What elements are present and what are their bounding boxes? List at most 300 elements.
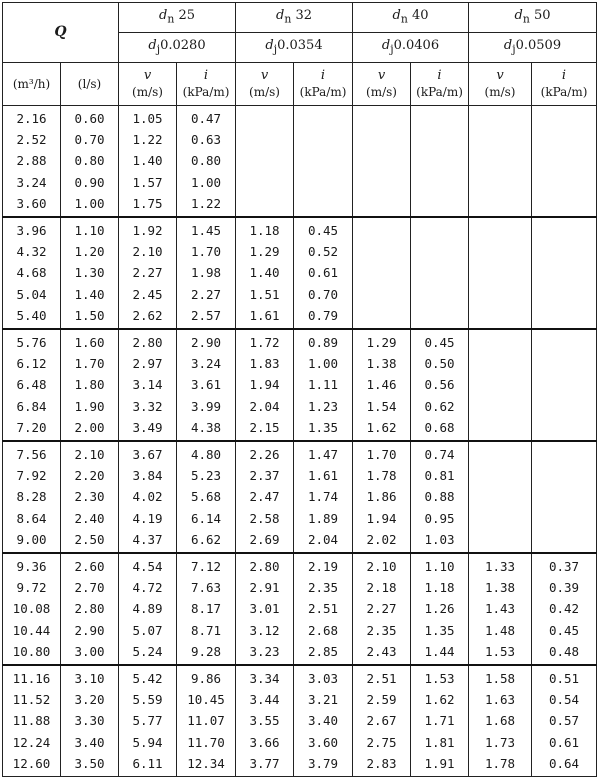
gradient-cell bbox=[411, 665, 469, 777]
table-cell-value: 1.40 bbox=[249, 265, 280, 281]
table-cell-value: 2.10 bbox=[74, 447, 105, 463]
table-cell-value: 2.88 bbox=[16, 153, 47, 169]
dj-header-cell bbox=[353, 33, 469, 63]
table-cell-value: 2.26 bbox=[249, 447, 280, 463]
dn-value: 32 bbox=[295, 7, 313, 23]
table-cell-value: 1.89 bbox=[307, 510, 339, 526]
i-unit-cell bbox=[177, 63, 236, 106]
table-cell-value: 2.70 bbox=[74, 580, 105, 596]
table-cell-value: 3.30 bbox=[74, 713, 105, 729]
q-m3h-unit-cell bbox=[3, 63, 61, 106]
table-cell-value: 12.24 bbox=[12, 734, 51, 750]
table-cell-value: 0.70 bbox=[307, 286, 339, 302]
gradient-cell bbox=[411, 106, 469, 218]
table-cell-value: 1.91 bbox=[424, 755, 455, 771]
velocity-cell bbox=[236, 441, 294, 553]
table-cell-value: 1.47 bbox=[307, 447, 339, 463]
table-cell-value: 1.71 bbox=[424, 713, 455, 729]
q-m3h-cell bbox=[3, 106, 61, 218]
table-cell-value: 2.52 bbox=[16, 132, 47, 148]
v-unit-cell bbox=[469, 63, 532, 106]
table-cell-value: 1.38 bbox=[484, 580, 516, 596]
q-ls-cell bbox=[61, 106, 119, 218]
table-cell-value: 0.80 bbox=[74, 153, 105, 169]
table-cell-value: 2.35 bbox=[307, 580, 339, 596]
table-cell-value: 3.00 bbox=[74, 643, 105, 659]
table-cell-value: 2.97 bbox=[132, 356, 163, 372]
table-cell-value: 5.07 bbox=[132, 622, 163, 638]
i-unit-cell bbox=[294, 63, 353, 106]
table-cell-value: 3.84 bbox=[132, 468, 163, 484]
table-cell-value: 0.51 bbox=[548, 671, 580, 687]
table-cell-value: 1.58 bbox=[484, 671, 516, 687]
table-cell-value: 11.07 bbox=[187, 713, 225, 729]
q-m3h-unit: (m³/h) bbox=[12, 76, 51, 91]
dj-value: 0.0280 bbox=[160, 37, 206, 53]
q-label: Q bbox=[54, 24, 67, 40]
dj-prefix: d bbox=[381, 37, 391, 53]
table-cell-value: 1.70 bbox=[366, 447, 397, 463]
dn-header-cell bbox=[469, 3, 597, 33]
table-cell-value: 0.64 bbox=[548, 755, 580, 771]
table-cell-value: 1.70 bbox=[74, 356, 105, 372]
v-unit-cell bbox=[119, 63, 177, 106]
velocity-cell bbox=[119, 665, 177, 777]
table-cell-value: 2.19 bbox=[307, 559, 339, 575]
table-cell-value: 2.10 bbox=[366, 559, 397, 575]
table-cell-value: 1.11 bbox=[307, 377, 339, 393]
table-cell-value: 2.67 bbox=[366, 713, 397, 729]
table-cell-value: 0.79 bbox=[307, 307, 339, 323]
q-ls-cell bbox=[61, 441, 119, 553]
table-cell-value: 5.04 bbox=[16, 286, 47, 302]
table-cell-value: 3.20 bbox=[74, 692, 105, 708]
velocity-cell bbox=[469, 106, 532, 218]
gradient-cell bbox=[294, 441, 353, 553]
table-cell-value: 4.68 bbox=[16, 265, 47, 281]
table-cell-value: 0.42 bbox=[548, 601, 580, 617]
i-symbol: i bbox=[203, 67, 209, 83]
gradient-cell bbox=[294, 106, 353, 218]
table-cell-value: 2.83 bbox=[366, 755, 397, 771]
velocity-cell bbox=[119, 441, 177, 553]
gradient-cell bbox=[294, 553, 353, 665]
dn-sub: n bbox=[400, 12, 408, 26]
dj-header-cell bbox=[469, 33, 597, 63]
table-cell-value: 0.45 bbox=[548, 622, 580, 638]
table-cell-value: 12.34 bbox=[187, 755, 225, 771]
header-row-dn bbox=[3, 3, 597, 33]
table-cell-value: 2.90 bbox=[190, 335, 222, 351]
table-cell-value: 2.85 bbox=[307, 643, 339, 659]
table-cell-value: 0.89 bbox=[307, 335, 339, 351]
dj-sub: j bbox=[512, 42, 516, 56]
table-cell-value: 1.35 bbox=[307, 419, 339, 435]
dj-prefix: d bbox=[503, 37, 513, 53]
table-cell-value: 12.60 bbox=[12, 755, 51, 771]
gradient-cell bbox=[177, 106, 236, 218]
i-symbol: i bbox=[437, 67, 442, 83]
table-cell-value: 2.91 bbox=[249, 580, 280, 596]
q-ls-cell bbox=[61, 217, 119, 329]
v-symbol: v bbox=[377, 67, 386, 83]
table-cell-value: 0.48 bbox=[548, 643, 580, 659]
table-cell-value: 0.88 bbox=[424, 489, 455, 505]
table-cell-value: 0.54 bbox=[548, 692, 580, 708]
table-cell-value: 0.74 bbox=[424, 447, 455, 463]
table-cell-value: 8.17 bbox=[190, 601, 222, 617]
table-cell-value: 2.43 bbox=[366, 643, 397, 659]
i-unit: (kPa/m) bbox=[416, 84, 463, 99]
table-cell-value: 4.32 bbox=[16, 244, 47, 260]
velocity-cell bbox=[119, 553, 177, 665]
table-cell-value: 3.49 bbox=[132, 419, 163, 435]
table-cell-value: 8.28 bbox=[16, 489, 47, 505]
i-unit: (kPa/m) bbox=[299, 84, 347, 99]
gradient-cell bbox=[177, 665, 236, 777]
table-cell-value: 3.21 bbox=[307, 692, 339, 708]
table-cell-value: 1.72 bbox=[249, 335, 280, 351]
table-cell-value: 1.00 bbox=[190, 174, 222, 190]
table-cell-value: 3.44 bbox=[249, 692, 280, 708]
table-cell-value: 0.47 bbox=[190, 111, 222, 126]
dj-prefix: d bbox=[265, 37, 274, 53]
table-cell-value: 5.94 bbox=[132, 734, 163, 750]
table-cell-value: 1.74 bbox=[307, 489, 339, 505]
gradient-cell bbox=[177, 329, 236, 441]
table-cell-value: 6.14 bbox=[190, 510, 222, 526]
table-cell-value: 7.92 bbox=[16, 468, 47, 484]
dn-header-cell bbox=[353, 3, 469, 33]
table-cell-value: 4.80 bbox=[190, 447, 222, 463]
table-cell-value: 6.11 bbox=[132, 755, 163, 771]
dn-value: 40 bbox=[411, 7, 429, 23]
table-body bbox=[3, 106, 597, 777]
table-cell-value: 1.92 bbox=[132, 223, 163, 239]
table-cell-value: 0.61 bbox=[548, 734, 580, 750]
table-cell-value: 9.86 bbox=[190, 671, 222, 687]
gradient-cell bbox=[411, 553, 469, 665]
dj-prefix: d bbox=[148, 37, 157, 53]
gradient-cell bbox=[411, 441, 469, 553]
table-cell-value: 5.77 bbox=[132, 713, 163, 729]
dj-sub: j bbox=[390, 42, 394, 56]
table-cell-value: 1.05 bbox=[132, 111, 163, 126]
dj-header-cell bbox=[119, 33, 236, 63]
q-header-cell bbox=[3, 3, 119, 63]
q-ls-cell bbox=[61, 665, 119, 777]
table-cell-value: 2.04 bbox=[307, 531, 339, 547]
table-cell-value: 0.70 bbox=[74, 132, 105, 148]
table-cell-value: 0.81 bbox=[424, 468, 455, 484]
table-cell-value: 1.50 bbox=[74, 307, 105, 323]
table-cell-value: 2.75 bbox=[366, 734, 397, 750]
dn-prefix: d bbox=[514, 7, 523, 23]
table-cell-value: 10.44 bbox=[12, 622, 51, 638]
table-cell-value: 0.95 bbox=[424, 510, 455, 526]
table-cell-value: 0.63 bbox=[190, 132, 222, 148]
table-cell-value: 1.51 bbox=[249, 286, 280, 302]
table-cell-value: 1.30 bbox=[74, 265, 105, 281]
v-unit: (m/s) bbox=[366, 84, 397, 99]
table-group-row bbox=[3, 329, 597, 441]
table-cell-value: 2.27 bbox=[132, 265, 163, 281]
table-cell-value: 5.42 bbox=[132, 671, 163, 687]
dj-value: 0.0406 bbox=[393, 37, 440, 53]
table-cell-value: 2.00 bbox=[74, 419, 105, 435]
q-ls-cell bbox=[61, 329, 119, 441]
gradient-cell bbox=[411, 329, 469, 441]
velocity-cell bbox=[469, 217, 532, 329]
table-cell-value: 6.12 bbox=[16, 356, 47, 372]
table-group-row bbox=[3, 553, 597, 665]
table-cell-value: 1.10 bbox=[424, 559, 455, 575]
table-cell-value: 1.20 bbox=[74, 244, 105, 260]
table-cell-value: 2.69 bbox=[249, 531, 280, 547]
velocity-cell bbox=[469, 441, 532, 553]
gradient-cell bbox=[177, 441, 236, 553]
velocity-cell bbox=[119, 329, 177, 441]
table-cell-value: 3.40 bbox=[307, 713, 339, 729]
table-cell-value: 0.50 bbox=[424, 356, 455, 372]
gradient-cell bbox=[177, 217, 236, 329]
table-cell-value: 1.22 bbox=[190, 195, 222, 211]
table-cell-value: 3.77 bbox=[249, 755, 280, 771]
table-cell-value: 5.23 bbox=[190, 468, 222, 484]
table-cell-value: 11.70 bbox=[187, 734, 225, 750]
v-unit: (m/s) bbox=[249, 84, 280, 99]
table-cell-value: 0.90 bbox=[74, 174, 105, 190]
table-cell-value: 1.68 bbox=[484, 713, 516, 729]
table-cell-value: 3.60 bbox=[307, 734, 339, 750]
gradient-cell bbox=[532, 217, 597, 329]
table-cell-value: 1.90 bbox=[74, 398, 105, 414]
table-cell-value: 2.80 bbox=[74, 601, 105, 617]
table-cell-value: 1.83 bbox=[249, 356, 280, 372]
table-cell-value: 1.61 bbox=[249, 307, 280, 323]
table-cell-value: 1.40 bbox=[74, 286, 105, 302]
table-cell-value: 1.86 bbox=[366, 489, 397, 505]
table-cell-value: 1.23 bbox=[307, 398, 339, 414]
table-cell-value: 0.45 bbox=[424, 335, 455, 351]
table-cell-value: 0.57 bbox=[548, 713, 580, 729]
q-m3h-cell bbox=[3, 665, 61, 777]
table-cell-value: 7.12 bbox=[190, 559, 222, 575]
table-cell-value: 1.53 bbox=[484, 643, 516, 659]
table-cell-value: 2.50 bbox=[74, 531, 105, 547]
table-cell-value: 1.10 bbox=[74, 223, 105, 239]
table-cell-value: 3.12 bbox=[249, 622, 280, 638]
table-cell-value: 1.03 bbox=[424, 531, 455, 547]
table-cell-value: 2.80 bbox=[132, 335, 163, 351]
i-symbol: i bbox=[561, 67, 567, 83]
gradient-cell bbox=[532, 553, 597, 665]
v-unit: (m/s) bbox=[132, 84, 163, 99]
table-cell-value: 11.16 bbox=[12, 671, 51, 687]
i-unit: (kPa/m) bbox=[182, 84, 230, 99]
i-unit: (kPa/m) bbox=[540, 84, 588, 99]
table-cell-value: 2.30 bbox=[74, 489, 105, 505]
table-cell-value: 1.26 bbox=[424, 601, 455, 617]
q-m3h-cell bbox=[3, 553, 61, 665]
table-cell-value: 2.47 bbox=[249, 489, 280, 505]
velocity-cell bbox=[236, 217, 294, 329]
table-cell-value: 4.38 bbox=[190, 419, 222, 435]
table-cell-value: 1.60 bbox=[74, 335, 105, 351]
table-cell-value: 2.45 bbox=[132, 286, 163, 302]
table-cell-value: 3.14 bbox=[132, 377, 163, 393]
table-cell-value: 3.67 bbox=[132, 447, 163, 463]
velocity-cell bbox=[236, 106, 294, 218]
dn-value: 25 bbox=[178, 7, 196, 23]
table-cell-value: 3.24 bbox=[16, 174, 47, 190]
table-cell-value: 3.01 bbox=[249, 601, 280, 617]
gradient-cell bbox=[294, 329, 353, 441]
velocity-cell bbox=[119, 106, 177, 218]
dn-prefix: d bbox=[159, 7, 168, 23]
dn-prefix: d bbox=[276, 7, 285, 23]
i-unit-cell bbox=[411, 63, 469, 106]
table-cell-value: 1.00 bbox=[74, 195, 105, 211]
gradient-cell bbox=[532, 106, 597, 218]
velocity-cell bbox=[236, 329, 294, 441]
table-cell-value: 1.98 bbox=[190, 265, 222, 281]
table-cell-value: 6.62 bbox=[190, 531, 222, 547]
table-cell-value: 2.02 bbox=[366, 531, 397, 547]
table-cell-value: 2.35 bbox=[366, 622, 397, 638]
table-cell-value: 7.56 bbox=[16, 447, 47, 463]
table-cell-value: 4.54 bbox=[132, 559, 163, 575]
table-cell-value: 2.90 bbox=[74, 622, 105, 638]
table-cell-value: 8.71 bbox=[190, 622, 222, 638]
dn-sub: n bbox=[522, 12, 530, 26]
table-cell-value: 0.62 bbox=[424, 398, 455, 414]
velocity-cell bbox=[469, 329, 532, 441]
table-cell-value: 5.76 bbox=[16, 335, 47, 351]
velocity-cell bbox=[353, 441, 411, 553]
table-cell-value: 1.75 bbox=[132, 195, 163, 211]
velocity-cell bbox=[469, 553, 532, 665]
table-cell-value: 1.18 bbox=[424, 580, 455, 596]
table-wrapper bbox=[2, 2, 597, 777]
table-cell-value: 2.16 bbox=[16, 111, 47, 126]
gradient-cell bbox=[411, 217, 469, 329]
table-cell-value: 3.79 bbox=[307, 755, 339, 771]
q-m3h-cell bbox=[3, 329, 61, 441]
table-cell-value: 0.39 bbox=[548, 580, 580, 596]
table-cell-value: 0.61 bbox=[307, 265, 339, 281]
table-cell-value: 2.04 bbox=[249, 398, 280, 414]
velocity-cell bbox=[353, 217, 411, 329]
table-cell-value: 4.72 bbox=[132, 580, 163, 596]
dj-value: 0.0354 bbox=[277, 37, 323, 53]
table-cell-value: 3.50 bbox=[74, 755, 105, 771]
table-cell-value: 2.68 bbox=[307, 622, 339, 638]
gradient-cell bbox=[294, 665, 353, 777]
table-cell-value: 4.19 bbox=[132, 510, 163, 526]
table-cell-value: 4.02 bbox=[132, 489, 163, 505]
table-group-row bbox=[3, 665, 597, 777]
table-cell-value: 2.37 bbox=[249, 468, 280, 484]
table-cell-value: 8.64 bbox=[16, 510, 47, 526]
table-cell-value: 0.68 bbox=[424, 419, 455, 435]
table-cell-value: 1.63 bbox=[484, 692, 516, 708]
table-cell-value: 4.37 bbox=[132, 531, 163, 547]
dj-header-cell bbox=[236, 33, 353, 63]
table-cell-value: 3.96 bbox=[16, 223, 47, 239]
q-ls-unit-cell bbox=[61, 63, 119, 106]
table-cell-value: 2.51 bbox=[307, 601, 339, 617]
table-cell-value: 2.10 bbox=[132, 244, 163, 260]
table-cell-value: 1.62 bbox=[366, 419, 397, 435]
velocity-cell bbox=[236, 665, 294, 777]
table-cell-value: 2.40 bbox=[74, 510, 105, 526]
table-cell-value: 1.33 bbox=[484, 559, 516, 575]
table-cell-value: 0.52 bbox=[307, 244, 339, 260]
table-cell-value: 1.48 bbox=[484, 622, 516, 638]
table-cell-value: 1.61 bbox=[307, 468, 339, 484]
gradient-cell bbox=[294, 217, 353, 329]
table-cell-value: 1.78 bbox=[366, 468, 397, 484]
dn-sub: n bbox=[167, 12, 175, 26]
table-cell-value: 2.58 bbox=[249, 510, 280, 526]
dn-sub: n bbox=[284, 12, 292, 26]
table-cell-value: 1.38 bbox=[366, 356, 397, 372]
table-cell-value: 11.88 bbox=[12, 713, 51, 729]
table-group-row bbox=[3, 217, 597, 329]
table-cell-value: 3.60 bbox=[16, 195, 47, 211]
table-cell-value: 10.08 bbox=[12, 601, 51, 617]
v-unit-cell bbox=[236, 63, 294, 106]
q-ls-cell bbox=[61, 553, 119, 665]
table-cell-value: 0.80 bbox=[190, 153, 222, 169]
v-symbol: v bbox=[260, 67, 269, 83]
table-cell-value: 9.28 bbox=[190, 643, 222, 659]
velocity-cell bbox=[353, 665, 411, 777]
table-cell-value: 5.24 bbox=[132, 643, 163, 659]
table-cell-value: 1.80 bbox=[74, 377, 105, 393]
velocity-cell bbox=[236, 553, 294, 665]
velocity-cell bbox=[353, 106, 411, 218]
table-cell-value: 1.73 bbox=[484, 734, 516, 750]
gradient-cell bbox=[177, 553, 236, 665]
table-group-row bbox=[3, 441, 597, 553]
header-row-units bbox=[3, 63, 597, 106]
velocity-cell bbox=[119, 217, 177, 329]
table-cell-value: 1.44 bbox=[424, 643, 455, 659]
v-unit: (m/s) bbox=[484, 84, 516, 99]
table-cell-value: 2.59 bbox=[366, 692, 397, 708]
dn-header-cell bbox=[119, 3, 236, 33]
table-cell-value: 2.80 bbox=[249, 559, 280, 575]
table-cell-value: 7.20 bbox=[16, 419, 47, 435]
table-cell-value: 9.00 bbox=[16, 531, 47, 547]
dj-sub: j bbox=[273, 42, 278, 56]
table-cell-value: 2.27 bbox=[190, 286, 222, 302]
table-cell-value: 1.45 bbox=[190, 223, 222, 239]
table-cell-value: 1.78 bbox=[484, 755, 516, 771]
table-cell-value: 3.99 bbox=[190, 398, 222, 414]
dj-sub: j bbox=[156, 42, 161, 56]
table-cell-value: 0.56 bbox=[424, 377, 455, 393]
gradient-cell bbox=[532, 441, 597, 553]
table-cell-value: 2.15 bbox=[249, 419, 280, 435]
table-cell-value: 3.23 bbox=[249, 643, 280, 659]
table-cell-value: 9.72 bbox=[16, 580, 47, 596]
table-cell-value: 1.94 bbox=[366, 510, 397, 526]
v-symbol: v bbox=[143, 67, 152, 83]
dn-prefix: d bbox=[392, 7, 401, 23]
